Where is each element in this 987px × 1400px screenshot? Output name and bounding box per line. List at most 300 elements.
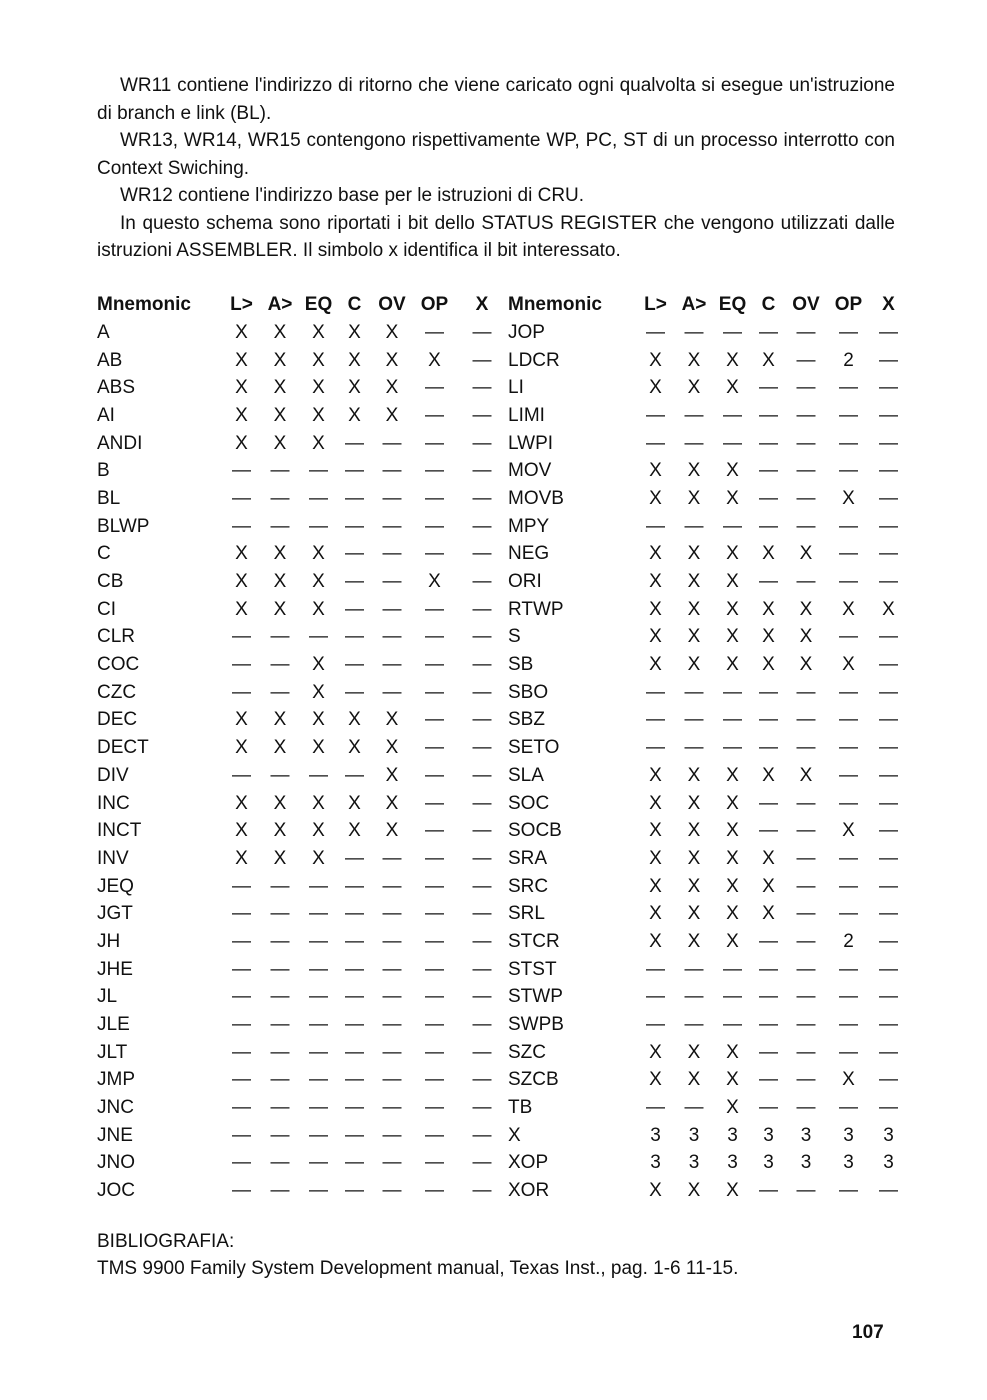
status-bit-cell: —: [839, 1180, 858, 1202]
status-bit-cell: —: [425, 654, 444, 676]
status-bit-cell: —: [472, 1124, 492, 1146]
status-bit-cell: —: [425, 764, 444, 786]
status-bit-cell: —: [345, 681, 364, 703]
status-bit-cell: —: [345, 903, 364, 925]
status-bit-cell: —: [879, 543, 898, 565]
status-bit-cell: X: [649, 349, 662, 371]
status-bit-cell: —: [382, 460, 402, 482]
status-bit-cell: —: [796, 377, 816, 399]
mnemonic-cell: LIMI: [508, 404, 545, 426]
status-bit-cell: —: [345, 1124, 364, 1146]
status-bit-cell: 2: [843, 930, 854, 952]
status-bit-cell: —: [796, 986, 816, 1008]
status-bit-cell: —: [382, 847, 402, 869]
status-bit-cell: —: [345, 432, 364, 454]
mnemonic-cell: JGT: [97, 903, 133, 925]
status-bit-cell: X: [649, 1041, 662, 1063]
status-bit-cell: X: [235, 571, 248, 593]
mnemonic-cell: SETO: [508, 737, 560, 759]
status-bit-cell: —: [879, 626, 898, 648]
status-bit-cell: X: [882, 598, 895, 620]
status-bit-cell: X: [762, 847, 775, 869]
column-header: OP: [420, 294, 449, 315]
status-bit-cell: —: [345, 764, 364, 786]
status-bit-cell: X: [273, 792, 287, 814]
paragraph-wr13: WR13, WR14, WR15 contengono rispettivamente WP, PC, ST di un processo interrotto con Context Swiching.: [97, 130, 895, 179]
status-bit-cell: —: [382, 875, 402, 897]
status-bit-cell: —: [839, 460, 858, 482]
status-bit-cell: —: [839, 764, 858, 786]
status-bit-cell: —: [723, 681, 742, 703]
status-bit-cell: X: [726, 377, 739, 399]
status-bit-cell: —: [723, 321, 742, 343]
table-row: [97, 485, 907, 513]
status-bit-cell: X: [312, 792, 325, 814]
status-bit-cell: —: [646, 321, 665, 343]
status-bit-cell: —: [879, 404, 898, 426]
status-bit-cell: X: [687, 349, 701, 371]
status-bit-cell: —: [759, 737, 778, 759]
status-bit-cell: —: [232, 515, 251, 537]
status-bit-cell: —: [309, 1097, 328, 1119]
status-bit-cell: —: [345, 875, 364, 897]
status-bit-cell: —: [425, 709, 444, 731]
status-bit-cell: X: [235, 321, 248, 343]
status-bit-cell: —: [425, 598, 444, 620]
status-bit-cell: —: [472, 1097, 492, 1119]
status-bit-cell: —: [646, 432, 665, 454]
status-bit-cell: —: [796, 1069, 816, 1091]
mnemonic-cell: INC: [97, 792, 130, 814]
status-bit-cell: —: [759, 571, 778, 593]
status-bit-cell: X: [235, 709, 248, 731]
status-bit-cell: —: [472, 377, 492, 399]
status-bit-cell: —: [796, 875, 816, 897]
status-bit-cell: —: [345, 543, 364, 565]
status-bit-cell: —: [759, 487, 778, 509]
status-bit-cell: X: [842, 1069, 855, 1091]
status-bit-cell: X: [273, 737, 287, 759]
status-bit-cell: X: [235, 432, 248, 454]
status-bit-cell: X: [312, 737, 325, 759]
status-bit-cell: —: [382, 487, 402, 509]
status-bit-cell: —: [232, 654, 251, 676]
status-bit-cell: 3: [883, 1152, 894, 1174]
status-bit-cell: X: [312, 543, 325, 565]
mnemonic-cell: SBO: [508, 681, 549, 703]
status-bit-cell: —: [839, 681, 858, 703]
table-row: [97, 845, 907, 873]
status-bit-cell: X: [385, 709, 399, 731]
table-row: [97, 762, 907, 790]
status-bit-cell: —: [759, 792, 778, 814]
status-bit-cell: 3: [800, 1124, 812, 1146]
mnemonic-cell: XOP: [508, 1152, 549, 1174]
status-bit-cell: —: [646, 709, 665, 731]
status-bit-cell: —: [796, 958, 816, 980]
mnemonic-cell: B: [97, 460, 110, 482]
status-bit-cell: —: [879, 349, 898, 371]
status-bit-cell: X: [687, 487, 701, 509]
status-bit-cell: —: [232, 1152, 251, 1174]
mnemonic-cell: JNE: [97, 1124, 133, 1146]
status-bit-cell: —: [759, 1069, 778, 1091]
status-bit-cell: X: [235, 820, 248, 842]
status-bit-cell: X: [842, 598, 855, 620]
status-bit-cell: —: [839, 1014, 858, 1036]
status-bit-cell: —: [345, 460, 364, 482]
table-row: [97, 873, 907, 901]
paragraph-wr12: WR12 contiene l'indirizzo base per le istruzioni di CRU.: [120, 185, 585, 206]
status-bit-cell: —: [270, 764, 290, 786]
status-bit-cell: —: [382, 543, 402, 565]
status-bit-cell: —: [879, 1097, 898, 1119]
status-bit-cell: —: [345, 958, 364, 980]
status-bit-cell: X: [312, 847, 325, 869]
status-bit-cell: —: [425, 460, 444, 482]
mnemonic-cell: SRL: [508, 903, 545, 925]
status-bit-cell: —: [759, 460, 778, 482]
status-bit-cell: —: [472, 349, 492, 371]
mnemonic-cell: ANDI: [97, 432, 143, 454]
status-bit-cell: —: [796, 321, 816, 343]
mnemonic-cell: X: [508, 1124, 521, 1146]
column-header: EQ: [304, 294, 333, 315]
status-bit-cell: X: [312, 404, 325, 426]
status-bit-cell: —: [839, 875, 858, 897]
status-bit-cell: —: [839, 958, 858, 980]
status-bit-cell: —: [796, 571, 816, 593]
status-bit-cell: —: [270, 1152, 290, 1174]
status-bit-cell: —: [723, 986, 742, 1008]
status-bit-cell: —: [472, 1069, 492, 1091]
status-bit-cell: X: [726, 543, 739, 565]
status-bit-cell: X: [762, 764, 775, 786]
paragraph-schema: In questo schema sono riportati i bit dello STATUS REGISTER che vengono utilizzati dalle istruzioni ASSEMBLER. Il simbolo x identifica il bit interessato.: [97, 212, 895, 261]
mnemonic-cell: SB: [508, 654, 534, 676]
bibliography: [97, 1228, 897, 1282]
status-bit-cell: —: [839, 626, 858, 648]
status-bit-cell: —: [425, 487, 444, 509]
status-bit-cell: —: [879, 460, 898, 482]
status-bit-cell: —: [270, 1180, 290, 1202]
status-bit-cell: X: [235, 377, 248, 399]
status-bit-cell: —: [879, 1069, 898, 1091]
table-row: [97, 734, 907, 762]
status-bit-cell: X: [726, 1180, 739, 1202]
column-header: X: [475, 294, 489, 315]
status-bit-cell: X: [687, 571, 701, 593]
table-row: [97, 900, 907, 928]
status-bit-cell: X: [762, 598, 775, 620]
status-bit-cell: X: [649, 487, 662, 509]
mnemonic-cell: CLR: [97, 626, 136, 648]
status-bit-cell: —: [879, 930, 898, 952]
status-bit-cell: —: [382, 1041, 402, 1063]
status-bit-cell: —: [796, 737, 816, 759]
table-row: [97, 790, 907, 818]
status-bit-cell: —: [723, 432, 742, 454]
status-bit-cell: —: [759, 1180, 778, 1202]
status-bit-cell: —: [472, 571, 492, 593]
mnemonic-cell: MPY: [508, 515, 550, 537]
status-bit-cell: —: [425, 1124, 444, 1146]
mnemonic-cell: JEQ: [97, 875, 134, 897]
status-bit-cell: —: [472, 543, 492, 565]
status-bit-cell: —: [879, 958, 898, 980]
status-bit-cell: —: [759, 515, 778, 537]
status-bit-cell: —: [270, 626, 290, 648]
status-bit-cell: —: [382, 432, 402, 454]
status-bit-cell: —: [879, 681, 898, 703]
status-bit-cell: —: [232, 1069, 251, 1091]
status-bit-cell: X: [762, 349, 775, 371]
status-bit-cell: —: [472, 654, 492, 676]
mnemonic-cell: CB: [97, 571, 124, 593]
status-bit-cell: —: [684, 709, 704, 731]
bibliography-heading: BIBLIOGRAFIA:: [97, 1231, 235, 1252]
status-bit-cell: X: [799, 626, 813, 648]
status-bit-cell: —: [472, 930, 492, 952]
status-bit-cell: —: [309, 1041, 328, 1063]
status-bit-cell: X: [687, 543, 701, 565]
status-bit-cell: —: [425, 792, 444, 814]
status-bit-cell: X: [385, 377, 399, 399]
status-bit-cell: —: [796, 432, 816, 454]
status-bit-cell: X: [726, 598, 739, 620]
status-bit-cell: —: [472, 764, 492, 786]
column-header: Mnemonic: [508, 294, 602, 315]
status-bit-cell: —: [425, 377, 444, 399]
status-bit-cell: X: [726, 571, 739, 593]
mnemonic-cell: S: [508, 626, 521, 648]
status-bit-cell: —: [270, 654, 290, 676]
status-bit-cell: —: [796, 460, 816, 482]
table-row: [97, 624, 907, 652]
status-bit-cell: X: [385, 792, 399, 814]
status-bit-cell: —: [382, 930, 402, 952]
mnemonic-cell: JMP: [97, 1069, 135, 1091]
status-bit-cell: X: [687, 377, 701, 399]
status-bit-cell: X: [726, 820, 739, 842]
status-bit-cell: —: [796, 1180, 816, 1202]
status-bit-cell: X: [385, 404, 399, 426]
status-bit-cell: X: [273, 404, 287, 426]
table-row: [97, 347, 907, 375]
status-bit-cell: —: [382, 958, 402, 980]
status-bit-cell: —: [839, 986, 858, 1008]
status-bit-cell: —: [879, 1014, 898, 1036]
status-bit-cell: X: [385, 349, 399, 371]
status-bit-cell: —: [684, 1014, 704, 1036]
status-bit-cell: —: [309, 460, 328, 482]
status-bit-cell: —: [646, 737, 665, 759]
status-bit-cell: —: [839, 709, 858, 731]
status-bit-cell: X: [235, 349, 248, 371]
status-bit-cell: X: [762, 543, 775, 565]
status-bit-cell: —: [879, 654, 898, 676]
status-bit-cell: —: [796, 681, 816, 703]
status-bit-cell: —: [425, 875, 444, 897]
status-bit-cell: X: [649, 847, 662, 869]
status-bit-cell: X: [726, 764, 739, 786]
status-bit-cell: X: [348, 349, 361, 371]
page-number: 107: [852, 1322, 884, 1343]
table-row: [97, 928, 907, 956]
status-bit-cell: —: [723, 1014, 742, 1036]
status-bit-cell: —: [232, 875, 251, 897]
status-bit-cell: —: [684, 958, 704, 980]
status-bit-cell: —: [472, 1014, 492, 1036]
status-bit-cell: X: [312, 571, 325, 593]
status-bit-cell: —: [472, 1152, 492, 1174]
status-bit-cell: —: [345, 1014, 364, 1036]
status-bit-cell: —: [759, 432, 778, 454]
table-row: [97, 596, 907, 624]
status-bit-cell: X: [649, 764, 662, 786]
table-row: [97, 513, 907, 541]
status-bit-cell: —: [309, 930, 328, 952]
mnemonic-cell: BLWP: [97, 515, 150, 537]
mnemonic-cell: NEG: [508, 543, 550, 565]
table-row: [97, 457, 907, 485]
mnemonic-cell: LDCR: [508, 349, 560, 371]
mnemonic-cell: SOC: [508, 792, 550, 814]
status-bit-cell: X: [649, 875, 662, 897]
status-bit-cell: —: [270, 903, 290, 925]
status-bit-cell: —: [232, 1124, 251, 1146]
status-bit-cell: X: [235, 847, 248, 869]
status-bit-cell: —: [345, 487, 364, 509]
table-row: [97, 319, 907, 347]
status-bit-cell: —: [382, 903, 402, 925]
status-bit-cell: X: [687, 1041, 701, 1063]
status-bit-cell: X: [726, 847, 739, 869]
status-bit-cell: —: [425, 737, 444, 759]
table-row: [97, 374, 907, 402]
status-bit-cell: X: [726, 349, 739, 371]
table-row: [97, 1011, 907, 1039]
status-bit-cell: —: [382, 1124, 402, 1146]
status-bit-cell: —: [839, 1097, 858, 1119]
mnemonic-cell: JLE: [97, 1014, 130, 1036]
status-bit-cell: X: [842, 654, 855, 676]
status-bit-cell: —: [382, 1180, 402, 1202]
status-bit-cell: —: [382, 626, 402, 648]
status-bit-cell: —: [472, 515, 492, 537]
status-bit-cell: X: [726, 1069, 739, 1091]
status-bit-cell: —: [723, 515, 742, 537]
status-bit-cell: —: [839, 1041, 858, 1063]
status-bit-cell: X: [687, 792, 701, 814]
mnemonic-cell: JH: [97, 930, 121, 952]
mnemonic-cell: SRA: [508, 847, 548, 869]
status-bit-cell: —: [879, 487, 898, 509]
status-bit-cell: 3: [800, 1152, 812, 1174]
status-bit-cell: —: [232, 460, 251, 482]
mnemonic-cell: BL: [97, 487, 121, 509]
status-bit-cell: —: [472, 792, 492, 814]
status-bit-cell: —: [879, 377, 898, 399]
status-bit-cell: —: [425, 681, 444, 703]
status-bit-cell: —: [472, 1041, 492, 1063]
status-bit-cell: X: [687, 764, 701, 786]
status-bit-cell: —: [472, 460, 492, 482]
status-bit-cell: —: [425, 1069, 444, 1091]
status-bit-cell: —: [879, 986, 898, 1008]
mnemonic-cell: CI: [97, 598, 116, 620]
status-bit-cell: —: [684, 737, 704, 759]
status-bit-cell: —: [472, 903, 492, 925]
status-bit-cell: X: [273, 571, 287, 593]
status-bit-cell: X: [687, 460, 701, 482]
status-bit-cell: —: [232, 626, 251, 648]
status-bit-cell: X: [687, 875, 701, 897]
mnemonic-cell: JNC: [97, 1097, 134, 1119]
status-bit-cell: X: [649, 377, 662, 399]
status-bit-cell: X: [348, 404, 361, 426]
status-bit-cell: X: [348, 709, 361, 731]
status-bit-cell: —: [839, 737, 858, 759]
status-bit-cell: —: [646, 681, 665, 703]
status-bit-cell: —: [345, 1180, 364, 1202]
status-bit-cell: —: [723, 709, 742, 731]
status-bit-cell: —: [796, 515, 816, 537]
status-bit-cell: X: [273, 709, 287, 731]
mnemonic-cell: STST: [508, 958, 557, 980]
mnemonic-cell: LWPI: [508, 432, 554, 454]
mnemonic-cell: ABS: [97, 377, 136, 399]
status-bit-cell: X: [312, 681, 325, 703]
status-bit-cell: —: [309, 875, 328, 897]
status-bit-cell: —: [796, 792, 816, 814]
status-bit-cell: X: [273, 377, 287, 399]
status-bit-cell: —: [232, 986, 251, 1008]
status-bit-cell: —: [425, 958, 444, 980]
status-bit-cell: —: [425, 820, 444, 842]
status-bit-cell: —: [232, 903, 251, 925]
mnemonic-cell: JOP: [508, 321, 545, 343]
status-bit-cell: —: [382, 571, 402, 593]
status-bit-cell: X: [273, 543, 287, 565]
table-row: [97, 679, 907, 707]
status-bit-cell: —: [879, 737, 898, 759]
status-bit-cell: —: [270, 1041, 290, 1063]
status-bit-cell: —: [723, 958, 742, 980]
status-bit-cell: X: [649, 598, 662, 620]
status-bit-cell: —: [723, 737, 742, 759]
status-bit-cell: X: [649, 571, 662, 593]
status-bit-cell: —: [270, 1097, 290, 1119]
status-bit-cell: —: [382, 598, 402, 620]
status-bit-cell: 3: [727, 1152, 738, 1174]
mnemonic-cell: AB: [97, 349, 123, 371]
table-header-row: [97, 291, 907, 319]
status-bit-cell: —: [684, 321, 704, 343]
table-row: [97, 707, 907, 735]
status-bit-cell: X: [649, 1069, 662, 1091]
status-bit-cell: X: [273, 321, 287, 343]
status-bit-cell: —: [759, 986, 778, 1008]
column-header: Mnemonic: [97, 294, 191, 315]
status-bit-cell: —: [759, 377, 778, 399]
status-bit-cell: X: [842, 820, 855, 842]
status-bit-cell: —: [796, 709, 816, 731]
status-bit-cell: —: [472, 487, 492, 509]
status-bit-cell: —: [270, 1124, 290, 1146]
status-bit-cell: —: [425, 986, 444, 1008]
status-bit-cell: —: [472, 598, 492, 620]
